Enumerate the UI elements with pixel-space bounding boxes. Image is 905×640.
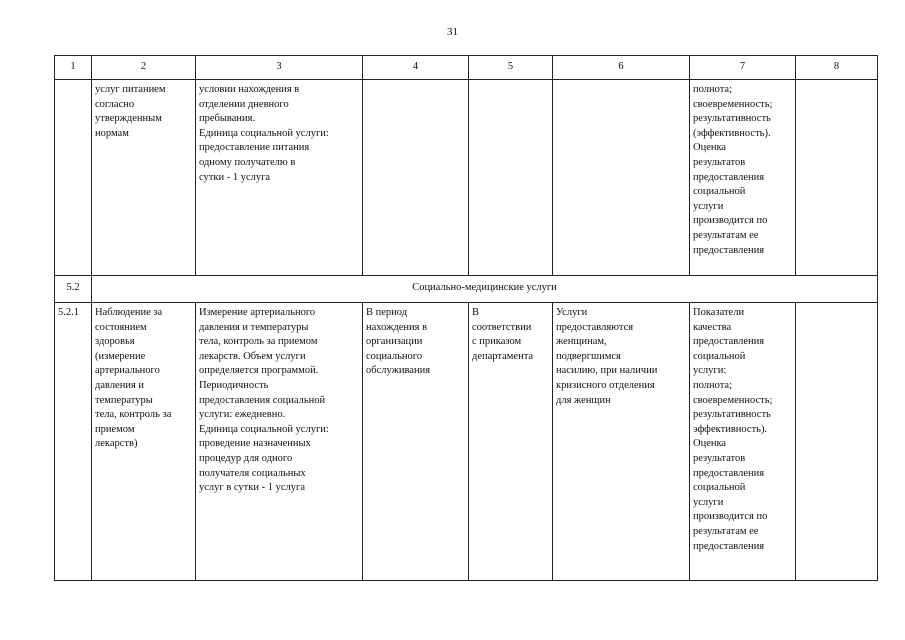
table-cell [553,80,690,276]
table-cell: услуг питанием согласно утвержденным нормам [92,80,196,276]
section-number: 5.2 [55,276,92,303]
header-cell: 8 [796,56,878,80]
table-row [55,303,878,581]
header-cell: 2 [92,56,196,80]
header-cell: 6 [553,56,690,80]
table-cell [363,80,469,276]
table-cell: В соответствии с приказом департамента [469,303,553,581]
table-cell: полнота; своевременность; результативность (эффективность). Оценка результатов предоставления социальной услуги производится по результатам ее предоставления [690,80,796,276]
table-header-row [55,56,878,80]
table-cell: Измерение артериального давления и температуры тела, контроль за приемом лекарств. Объем услуги определяется программой. Периодичность предоставления социальной услуги: ежедневно. Единица социальной услуги: проведение назначенных процедур для одного получателя социальных услуг в сутки - 1 услуга [196,303,363,581]
header-cell: 4 [363,56,469,80]
table-cell: Наблюдение за состоянием здоровья (измерение артериального давления и температуры тела, контроль за приемом лекарств) [92,303,196,581]
table-cell [55,80,92,276]
table-cell: Услуги предоставляются женщинам, подвергшимся насилию, при наличии кризисного отделения для женщин [553,303,690,581]
section-row [55,276,878,303]
services-table [54,55,878,581]
table-cell [796,80,878,276]
table-cell: 5.2.1 [55,303,92,581]
table-cell: В период нахождения в организации социального обслуживания [363,303,469,581]
table-cell [796,303,878,581]
page-number: 31 [447,26,458,38]
table-row [55,80,878,276]
header-cell: 7 [690,56,796,80]
table-cell: условии нахождения в отделении дневного пребывания. Единица социальной услуги: предоставление питания одному получателю в сутки - 1 услуга [196,80,363,276]
header-cell: 1 [55,56,92,80]
header-cell: 3 [196,56,363,80]
table-cell: Показатели качества предоставления социальной услуги: полнота; своевременность; результативность эффективность). Оценка результатов предоставления социальной услуги производится по результатам ее предоставления [690,303,796,581]
header-cell: 5 [469,56,553,80]
table-cell [469,80,553,276]
section-title: Социально-медицинские услуги [92,276,878,303]
